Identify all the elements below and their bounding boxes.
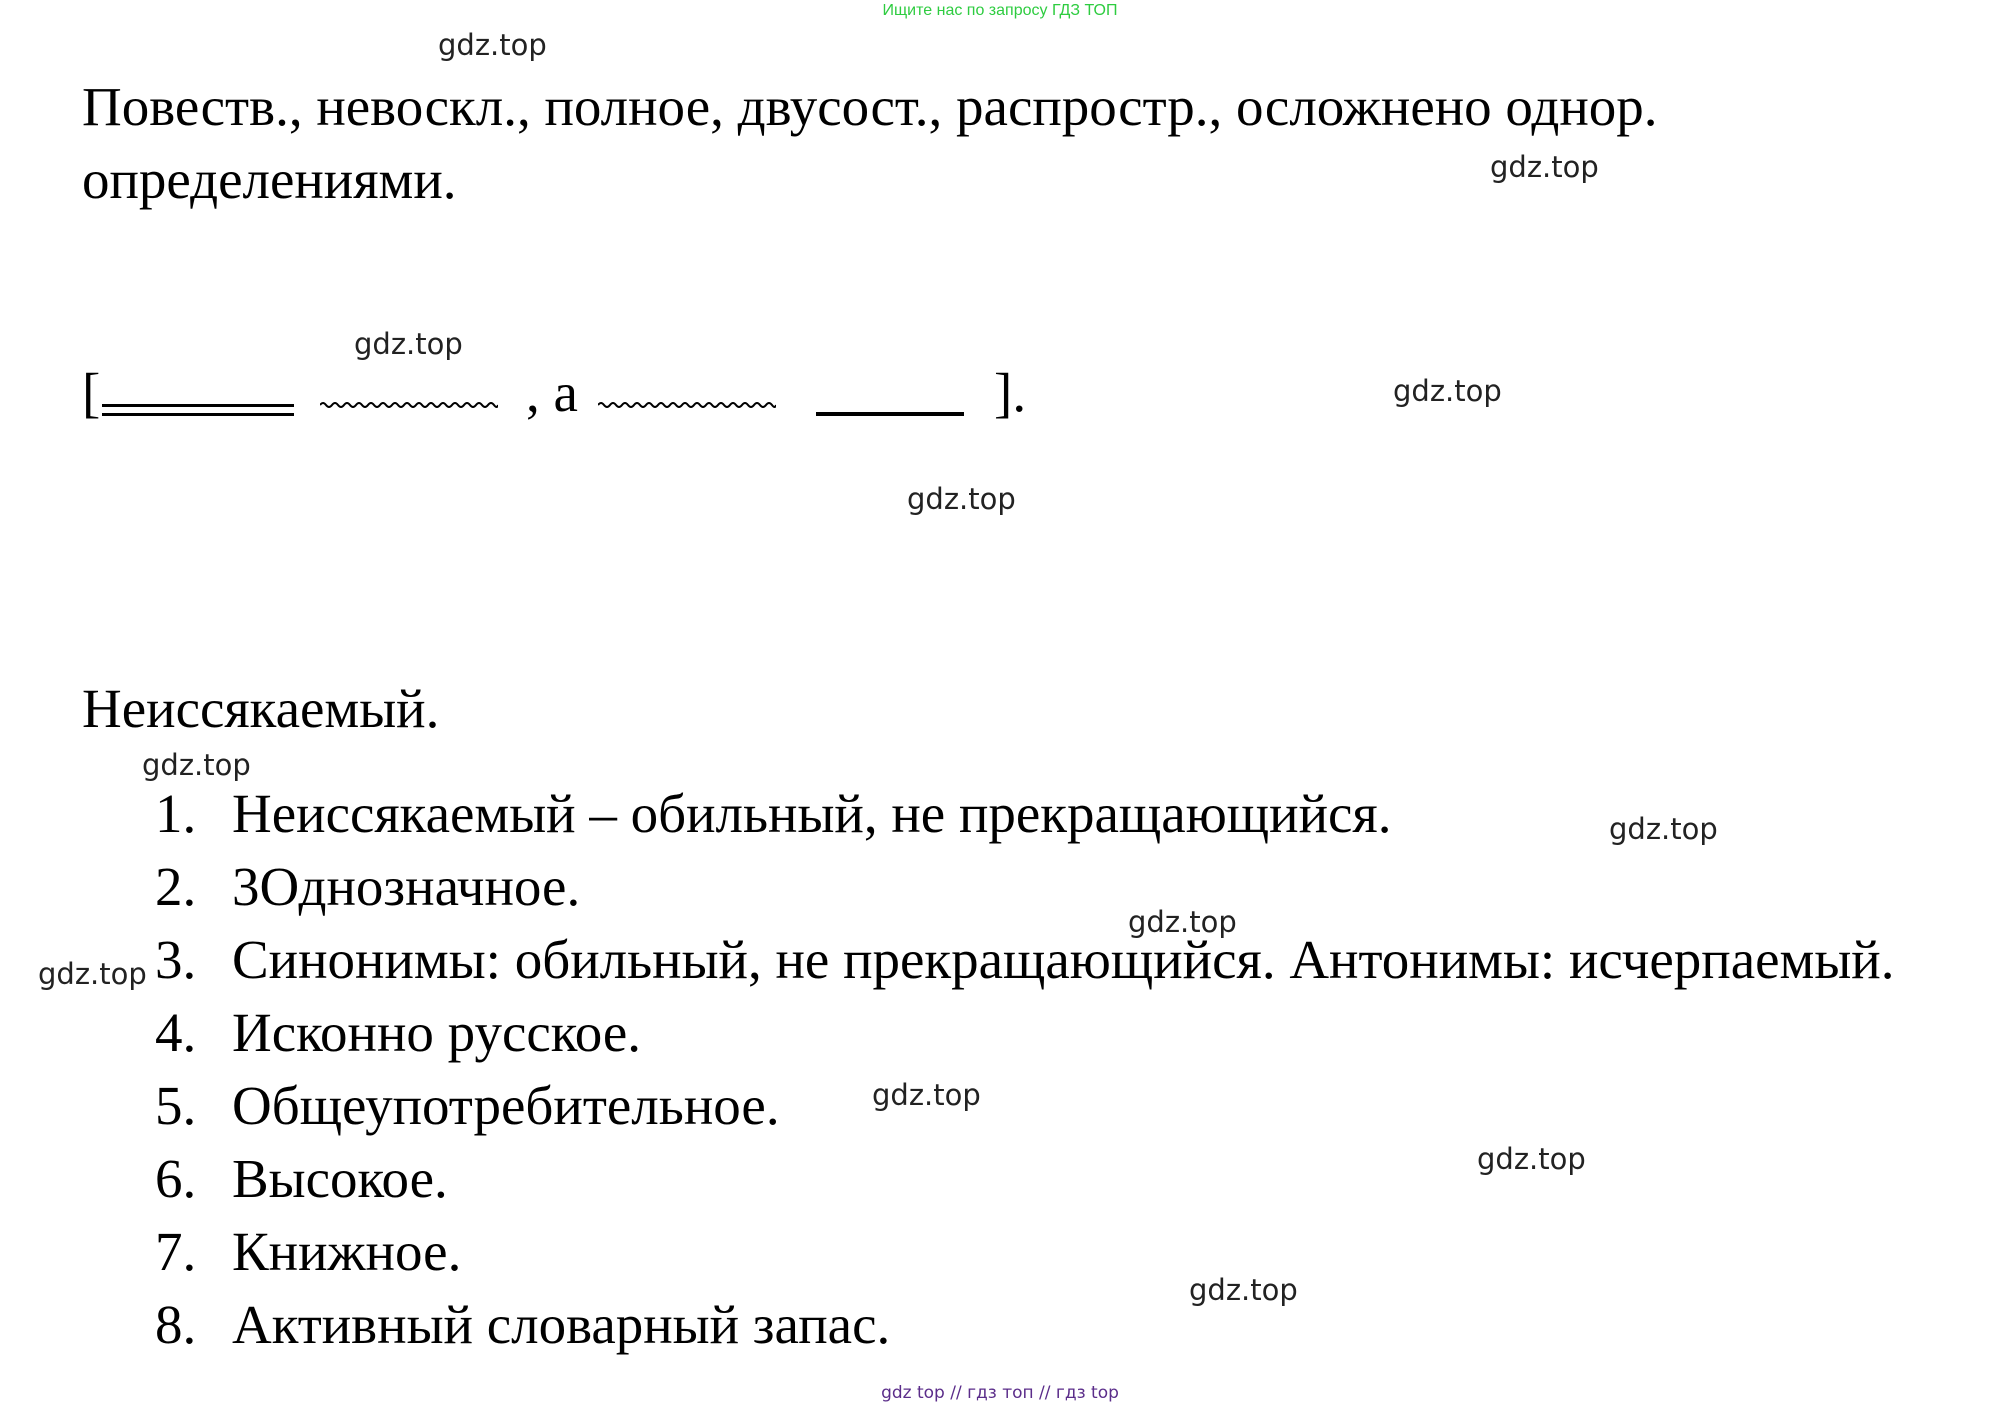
item-number: 4.	[155, 1002, 197, 1063]
watermark: gdz.top	[1490, 150, 1599, 184]
watermark: gdz.top	[1128, 905, 1237, 939]
item-number: 6.	[155, 1148, 197, 1209]
sentence-analysis	[82, 70, 1658, 216]
item-text: Общеупотребительное.	[232, 1075, 780, 1136]
watermark: gdz.top	[354, 327, 463, 361]
item-number: 1.	[155, 783, 197, 844]
attribute-wavy-underline-2	[598, 400, 776, 410]
word-title: Неиссякаемый.	[82, 678, 440, 739]
watermark: gdz.top	[142, 748, 251, 782]
sentence-scheme	[82, 355, 1082, 435]
item-text: Синонимы: обильный, не прекращающийся. Антонимы: исчерпаемый.	[232, 929, 1895, 990]
item-text: Неиссякаемый – обильный, не прекращающийся.	[232, 783, 1392, 844]
item-number: 7.	[155, 1221, 197, 1282]
item-number: 3.	[155, 929, 197, 990]
top-banner: Ищите нас по запросу ГДЗ ТОП	[882, 2, 1118, 19]
watermark: gdz.top	[872, 1078, 981, 1112]
item-number: 5.	[155, 1075, 197, 1136]
watermark: gdz.top	[38, 957, 147, 991]
watermark: gdz.top	[907, 482, 1016, 516]
item-text: Исконно русское.	[232, 1002, 642, 1063]
predicate-underline	[816, 412, 964, 416]
attribute-wavy-underline-1	[320, 400, 498, 410]
item-number: 2.	[155, 856, 197, 917]
analysis-line-2: определениями.	[82, 149, 457, 210]
item-number: 8.	[155, 1294, 197, 1355]
watermark: gdz.top	[438, 28, 547, 62]
watermark: gdz.top	[1189, 1273, 1298, 1307]
item-text: Высокое.	[232, 1148, 448, 1209]
analysis-line-1: Повеств., невоскл., полное, двусост., распростр., осложнено однор.	[82, 76, 1658, 137]
scheme-comma-a: , а	[526, 362, 578, 423]
subject-double-underline	[102, 404, 294, 416]
watermark: gdz.top	[1609, 812, 1718, 846]
footer-links: gdz top // гдз топ // гдз top	[881, 1383, 1119, 1403]
item-text: Книжное.	[232, 1221, 462, 1282]
item-text: Активный словарный запас.	[232, 1294, 891, 1355]
item-text: 3Однозначное.	[232, 856, 581, 917]
watermark: gdz.top	[1393, 374, 1502, 408]
scheme-open-bracket: [	[82, 362, 101, 423]
watermark: gdz.top	[1477, 1142, 1586, 1176]
scheme-close-bracket: ].	[994, 362, 1027, 423]
